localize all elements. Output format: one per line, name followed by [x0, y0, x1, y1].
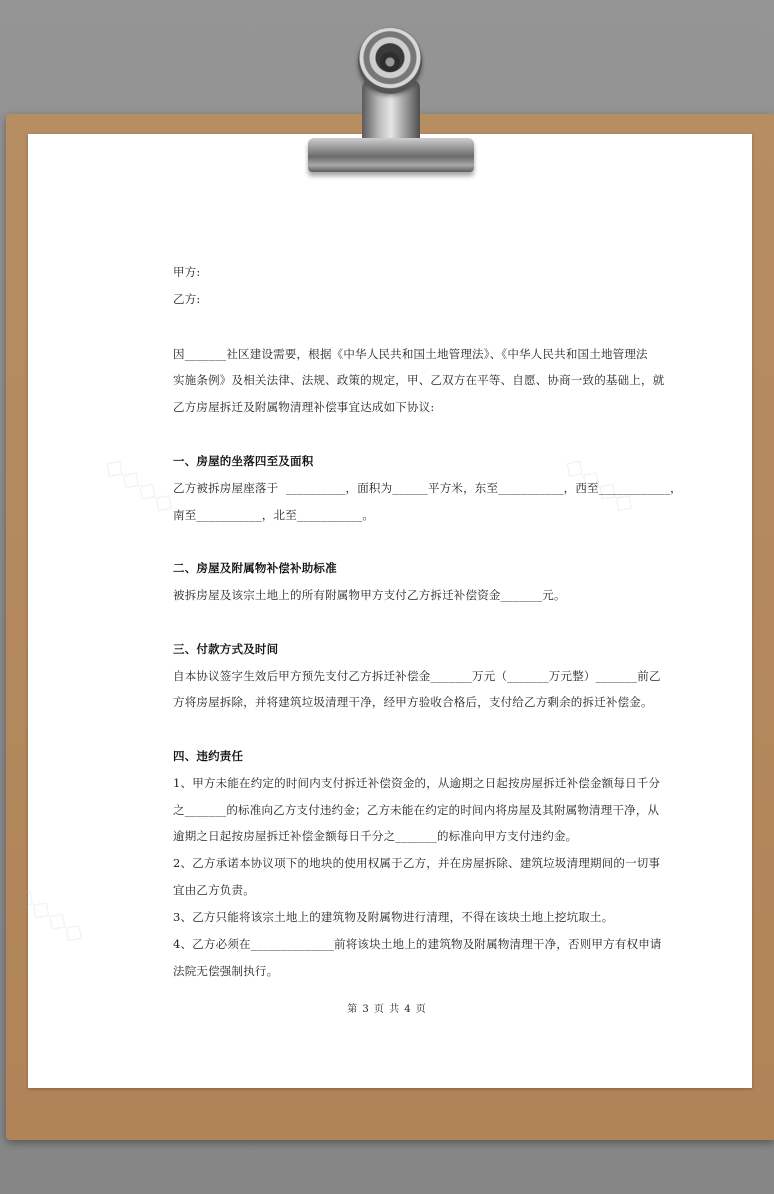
section-line: 3、乙方只能将该宗土地上的建筑物及附属物进行清理，不得在该块土地上挖坑取土。 — [173, 910, 614, 924]
section-line: 之_______的标准向乙方支付违约金；乙方未能在约定的时间内将房屋及其附属物清理干净，从 — [173, 803, 660, 817]
clip-hole — [380, 52, 400, 72]
section-heading: 一、房屋的坐落四至及面积 — [173, 454, 314, 468]
section-line: 宜由乙方负责。 — [173, 883, 255, 897]
clip-plate — [308, 138, 474, 172]
section-line: 1、甲方未能在约定的时间内支付拆迁补偿资金的，从逾期之日起按房屋拆迁补偿金额每日千分 — [173, 776, 661, 790]
intro-line: 因_______社区建设需要，根据《中华人民共和国土地管理法》、《中华人民共和国土地管理法 — [173, 347, 648, 361]
watermark: ◇◇◇◇ — [98, 449, 182, 521]
section-line: 4、乙方必须在______________前将该块土地上的建筑物及附属物清理干净，否则甲方有权申请 — [173, 937, 662, 951]
watermark: ◇◇◇◇ — [558, 449, 642, 521]
party-b-label: 乙方: — [173, 292, 201, 306]
intro-line: 乙方房屋拆迁及附属物清理补偿事宜达成如下协议: — [173, 400, 435, 414]
page-number: 第 3 页 共 4 页 — [347, 1004, 427, 1015]
section-line: 被拆房屋及该宗土地上的所有附属物甲方支付乙方拆迁补偿资金_______元。 — [173, 588, 566, 602]
section-line: 逾期之日起按房屋拆迁补偿金额每日千分之_______的标准向甲方支付违约金。 — [173, 829, 578, 843]
section-line: 南至___________，北至___________。 — [173, 508, 375, 522]
section-line: 2、乙方承诺本协议项下的地块的使用权属于乙方，并在房屋拆除、建筑垃圾清理期间的一切事 — [173, 856, 661, 870]
section-line: 自本协议签字生效后甲方预先支付乙方拆迁补偿金_______万元（_______万元整）_______前乙 — [173, 669, 661, 683]
section-line: 法院无偿强制执行。 — [173, 964, 279, 978]
section-line: 方将房屋拆除，并将建筑垃圾清理干净，经甲方验收合格后，支付给乙方剩余的拆迁补偿金。 — [173, 695, 653, 709]
party-a-label: 甲方: — [173, 265, 201, 279]
section-heading: 二、房屋及附属物补偿补助标准 — [173, 561, 337, 575]
section-heading: 四、违约责任 — [173, 749, 244, 763]
intro-line: 实施条例》及相关法律、法规、政策的规定，甲、乙双方在平等、自愿、协商一致的基础上，就 — [173, 373, 665, 387]
watermark: ◇◇◇◇ — [8, 879, 92, 951]
section-line: 乙方被拆房屋座落于 __________，面积为______平方米，东至___________，西至____________， — [173, 481, 682, 495]
section-heading: 三、付款方式及时间 — [173, 642, 279, 656]
